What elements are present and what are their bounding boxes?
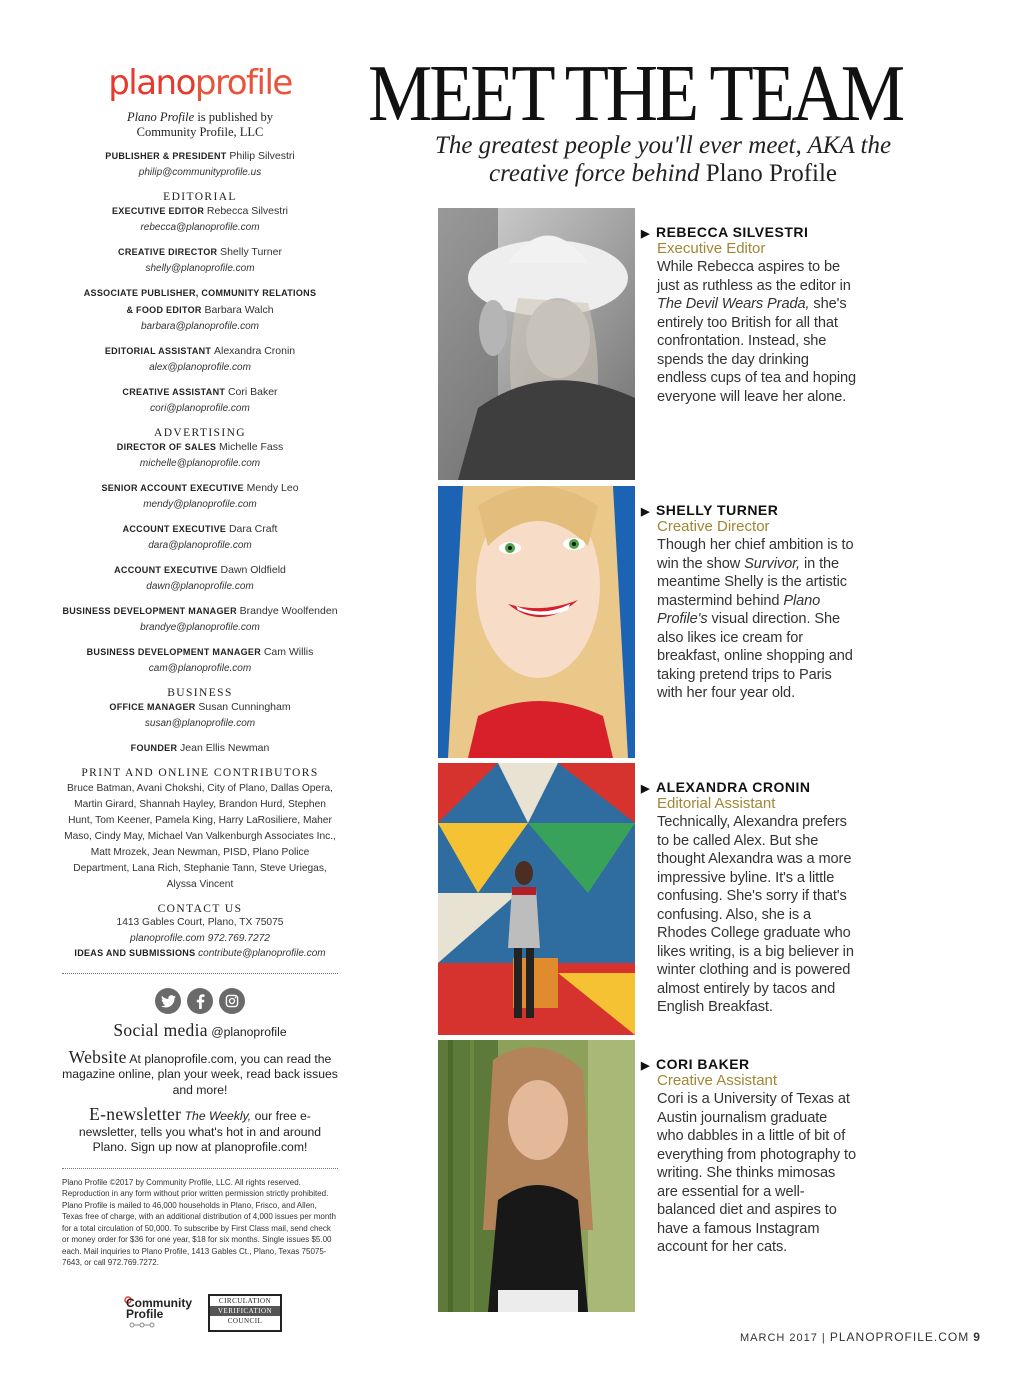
member-title: Executive Editor <box>657 240 766 257</box>
staff-entry-founder: FOUNDER Jean Ellis Newman <box>130 742 270 754</box>
staff-entry: CREATIVE ASSISTANT Cori Baker cori@planoprofile.com <box>122 386 278 414</box>
email-link[interactable]: rebecca@planoprofile.com <box>140 222 260 233</box>
staff-entry: DIRECTOR OF SALES Michelle Fass michelle@planoprofile.com <box>116 441 284 469</box>
member-bio: Cori is a University of Texas at Austin journalism graduate who dabbles in a little of bit of everything from photography to writing. She thinks mimosas are essential for a well-balanced diet and aspires to have a famous Instagram account for her cats. <box>657 1091 856 1255</box>
facebook-icon[interactable] <box>187 988 213 1014</box>
email-link[interactable]: brandye@planoprofile.com <box>140 622 260 633</box>
page-footer: MARCH 2017 | PLANOPROFILE.COM 9 <box>740 1330 981 1344</box>
member-name: ▶ REBECCA SILVESTRI <box>657 224 857 240</box>
social-handle[interactable]: @planoprofile <box>211 1025 287 1039</box>
team-bio <box>657 502 857 703</box>
website-block: Website At planoprofile.com, you can read the magazine online, plan your week, read back issues and more! <box>62 1046 338 1097</box>
staff-entry: ACCOUNT EXECUTIVE Dara Craft dara@planoprofile.com <box>122 523 278 551</box>
contact-web-phone[interactable]: planoprofile.com 972.769.7272 <box>130 932 270 944</box>
twitter-icon[interactable] <box>155 988 181 1014</box>
staff-entry: BUSINESS DEVELOPMENT MANAGER Cam Willis cam@planoprofile.com <box>86 646 314 674</box>
copyright-fine-print: Plano Profile ©2017 by Community Profile, LLC. All rights reserved. Reproduction in any form without prior written permission strictly prohibited. Plano Profile is mailed to 46,000 households in Plano, Frisco, and Allen, Texas free of charge, with an additional distribution of 4,000 issues per month for a total circulation of 50,000. To subscribe by First Class mail, send check or money order for $36 for one year, $18 for six months. Single issues $5.00 each. Mail inquiries to Plano Profile, 1413 Gables Ct., Plano, Texas 75075-7643, or call 972.769.7272. <box>62 1177 336 1267</box>
email-link[interactable]: barbara@planoprofile.com <box>141 321 259 332</box>
member-title: Creative Director <box>657 518 770 535</box>
staff-entry: ASSOCIATE PUBLISHER, COMMUNITY RELATIONS & FOOD EDITOR Barbara Walch barbara@planoprofile.com <box>83 288 317 332</box>
team-bio <box>657 779 857 1017</box>
member-title: Editorial Assistant <box>657 795 776 812</box>
section-heading-advertising: ADVERTISING <box>153 427 246 439</box>
staff-entry: SENIOR ACCOUNT EXECUTIVE Mendy Leo mendy@planoprofile.com <box>101 482 299 510</box>
staff-entry: CREATIVE DIRECTOR Shelly Turner shelly@planoprofile.com <box>118 246 282 274</box>
email-link[interactable]: philip@communityprofile.us <box>138 167 262 178</box>
divider <box>62 973 338 974</box>
site-link[interactable]: PLANOPROFILE.COM <box>829 1330 970 1344</box>
member-bio: While Rebecca aspires to be just as ruthless as the editor in The Devil Wears Prada, she's entirely too British for all that confrontation. Instead, she spends the day drinking endless cups of tea and hoping everyone will leave her alone. <box>657 259 857 405</box>
contributors-list: Bruce Batman, Avani Chokshi, City of Plano, Dallas Opera, Martin Girard, Shannah Hayley, Brandon Hurd, Stephen Hunt, Tom Keener, Pamela King, Harry LaRosiliere, Maher Maso, Cindy May, Michael Van Valkenburgh Associates Inc., Matt Mrozek, Jean Newman, PISD, Plano Police Department, Lana Rich, Stephanie Tann, Steve Uriegas, Alyssa Vincent <box>64 783 336 890</box>
member-bio: Though her chief ambition is to win the show Survivor, in the meantime Shelly is the artistic mastermind behind Plano Profile's visual direction. She also likes ice cream for breakfast, online shopping and taking pretend trips to Paris with her four year old. <box>657 537 854 701</box>
page-subtitle: The greatest people you'll ever meet, AKA the creative force behind Plano Profile <box>434 132 892 187</box>
team-photo-rebecca <box>438 208 635 480</box>
staff-entry: ACCOUNT EXECUTIVE Dawn Oldfield dawn@planoprofile.com <box>114 564 286 592</box>
staff-entry: BUSINESS DEVELOPMENT MANAGER Brandye Woolfenden brandye@planoprofile.com <box>62 605 338 633</box>
email-link[interactable]: shelly@planoprofile.com <box>145 263 255 274</box>
page-title: MEET THE TEAM <box>368 50 902 138</box>
enewsletter-block: E-newsletter The Weekly, our free e-newsletter, tells you what's hot in and around Plano. Sign up now at planoprofile.com! <box>78 1104 322 1154</box>
team-illustration-shelly <box>438 486 635 758</box>
team-photo-alexandra <box>438 763 635 1035</box>
section-heading-business: BUSINESS <box>167 687 233 699</box>
staff-entry: EDITORIAL ASSISTANT Alexandra Cronin alex@planoprofile.com <box>104 345 296 373</box>
staff-entry: EXECUTIVE EDITOR Rebecca Silvestri rebecca@planoprofile.com <box>111 205 289 233</box>
member-name: ▶ ALEXANDRA CRONIN <box>657 779 857 795</box>
team-bio <box>657 224 857 406</box>
member-title: Creative Assistant <box>657 1072 778 1089</box>
instagram-icon[interactable] <box>219 988 245 1014</box>
member-name: ▶ SHELLY TURNER <box>657 502 857 518</box>
community-profile-logo: Community Profile <box>122 1294 196 1330</box>
social-icons <box>62 988 338 1014</box>
page-number: 9 <box>973 1330 981 1344</box>
social-media-block: Social media @planoprofile <box>113 1020 287 1040</box>
email-link[interactable]: cori@planoprofile.com <box>150 403 250 414</box>
published-by: Plano Profile is published by Community Profile, LLC <box>126 110 274 139</box>
circulation-verification-council-badge: CIRCULATION VERIFICATION COUNCIL <box>208 1294 282 1332</box>
email-link[interactable]: susan@planoprofile.com <box>144 718 256 729</box>
email-link[interactable]: cam@planoprofile.com <box>148 663 252 674</box>
email-link[interactable]: michelle@planoprofile.com <box>139 458 261 469</box>
publisher-badges <box>122 1292 282 1332</box>
member-bio: Technically, Alexandra prefers to be called Alex. But she thought Alexandra was a more impressive byline. It's a little confusing. She's sorry if that's confusing. Also, she is a Rhodes College graduate who likes writing, is a big believer in winter clothing and is powered almost entirely by tacos and English Breakfast. <box>657 814 854 1015</box>
staff-entry: OFFICE MANAGER Susan Cunningham susan@planoprofile.com <box>109 701 291 729</box>
team-photo-cori <box>438 1040 635 1312</box>
masthead-column <box>62 62 338 1269</box>
section-heading-contributors: PRINT AND ONLINE CONTRIBUTORS <box>81 767 319 779</box>
email-link[interactable]: dawn@planoprofile.com <box>146 581 254 592</box>
team-bio <box>657 1056 857 1257</box>
plano-profile-logo: planoprofile <box>108 63 292 103</box>
ideas-submissions: IDEAS AND SUBMISSIONS contribute@planoprofile.com <box>74 948 326 959</box>
section-heading-contact: CONTACT US <box>157 903 243 915</box>
contact-address: 1413 Gables Court, Plano, TX 75075 <box>116 917 284 928</box>
divider <box>62 1168 338 1169</box>
issue-date: MARCH 2017 <box>740 1332 818 1344</box>
email-link[interactable]: contribute@planoprofile.com <box>198 948 326 959</box>
email-link[interactable]: mendy@planoprofile.com <box>143 499 257 510</box>
section-heading-editorial: EDITORIAL <box>163 191 237 203</box>
email-link[interactable]: dara@planoprofile.com <box>148 540 252 551</box>
staff-entry: PUBLISHER & PRESIDENT Philip Silvestri philip@communityprofile.us <box>105 150 295 178</box>
member-name: ▶ CORI BAKER <box>657 1056 857 1072</box>
email-link[interactable]: alex@planoprofile.com <box>149 362 251 373</box>
